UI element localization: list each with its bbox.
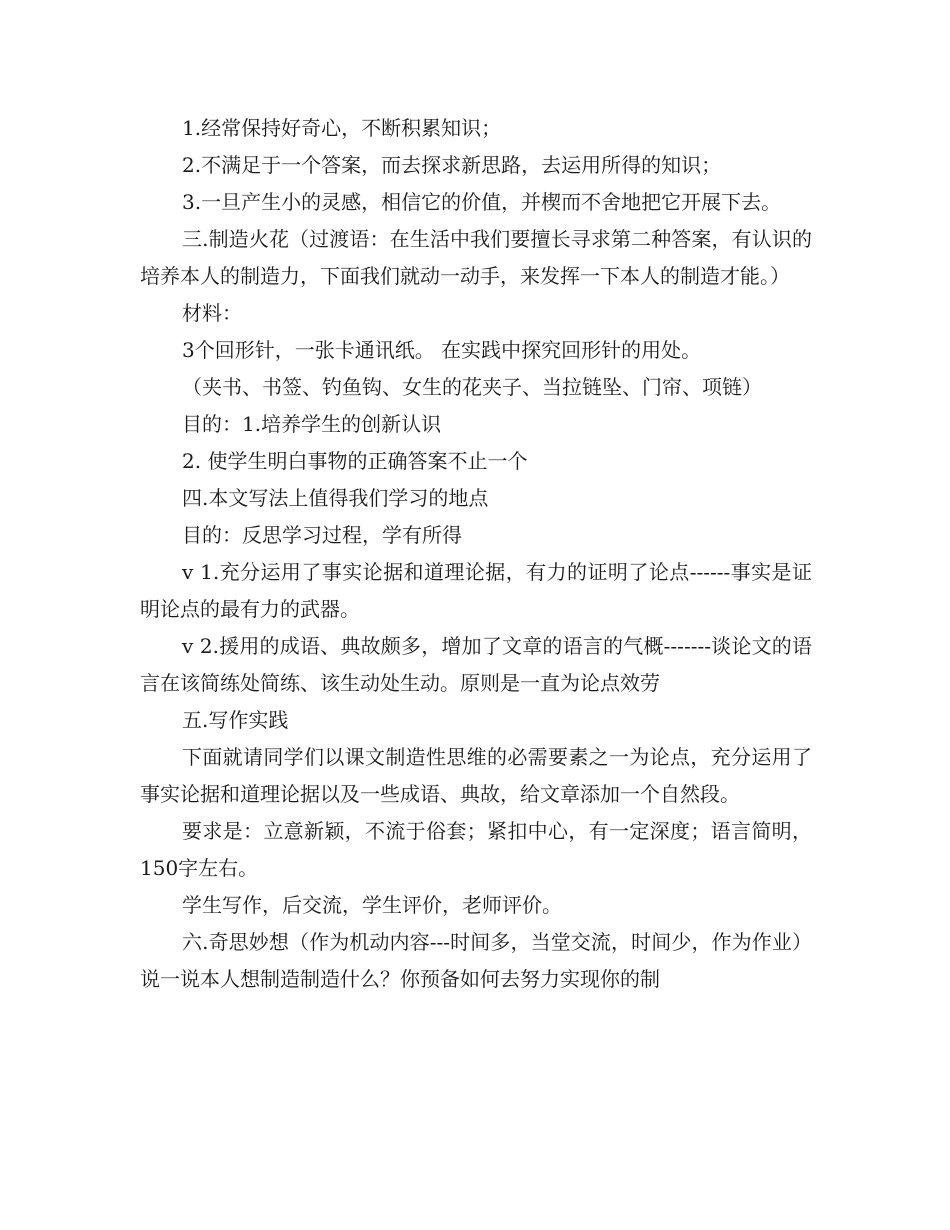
- section-four-purpose: 目的：反思学习过程，学有所得: [182, 523, 462, 547]
- document-page: [140, 110, 812, 998]
- section-three-heading: 三.制造火花（过渡语：在生活中我们要擅长寻求第二种答案，有认识的培养本人的制造力，下面我们就动一动手，来发挥一下本人的制造才能。）: [140, 227, 812, 288]
- section-five-heading: 五.写作实践: [182, 708, 289, 732]
- section-six-heading: 六.奇思妙想（作为机动内容---时间多，当堂交流，时间少，作为作业）说一说本人想制造制造什么？你预备如何去努力实现你的制: [140, 930, 812, 991]
- writing-exchange: 学生写作，后交流，学生评价，老师评价。: [182, 893, 562, 917]
- paragraph-1: 1.经常保持好奇心，不断积累知识；: [182, 116, 502, 140]
- paragraph-3: 3.一旦产生小的灵感，相信它的价值，并楔而不舍地把它开展下去。: [182, 190, 782, 214]
- materials-label: 材料：: [182, 301, 242, 325]
- section-four-heading: 四.本文写法上值得我们学习的地点: [182, 486, 489, 510]
- writing-task: 下面就请同学们以课文制造性思维的必需要素之一为论点，充分运用了事实论据和道理论据以及一些成语、典故，给文章添加一个自然段。: [140, 745, 812, 806]
- materials-list: 3个回形针，一张卡通讯纸。 在实践中探究回形针的用处。: [182, 338, 702, 362]
- purpose-2: 2. 使学生明白事物的正确答案不止一个: [182, 449, 528, 473]
- writing-point-2: v 2.援用的成语、典故颇多，增加了文章的语言的气概-------谈论文的语言在该简练处简练、该生动处生动。原则是一直为论点效劳: [140, 634, 812, 695]
- writing-requirements: 要求是：立意新颖，不流于俗套；紧扣中心，有一定深度；语言简明，150字左右。: [140, 819, 812, 880]
- writing-point-1: v 1.充分运用了事实论据和道理论据，有力的证明了论点------事实是证明论点的最有力的武器。: [140, 560, 812, 621]
- paragraph-2: 2.不满足于一个答案，而去探求新思路，去运用所得的知识；: [182, 153, 722, 177]
- purpose-1: 目的：1.培养学生的创新认识: [182, 412, 442, 436]
- materials-uses: （夹书、书签、钓鱼钩、女生的花夹子、当拉链坠、门帘、项链）: [182, 375, 762, 399]
